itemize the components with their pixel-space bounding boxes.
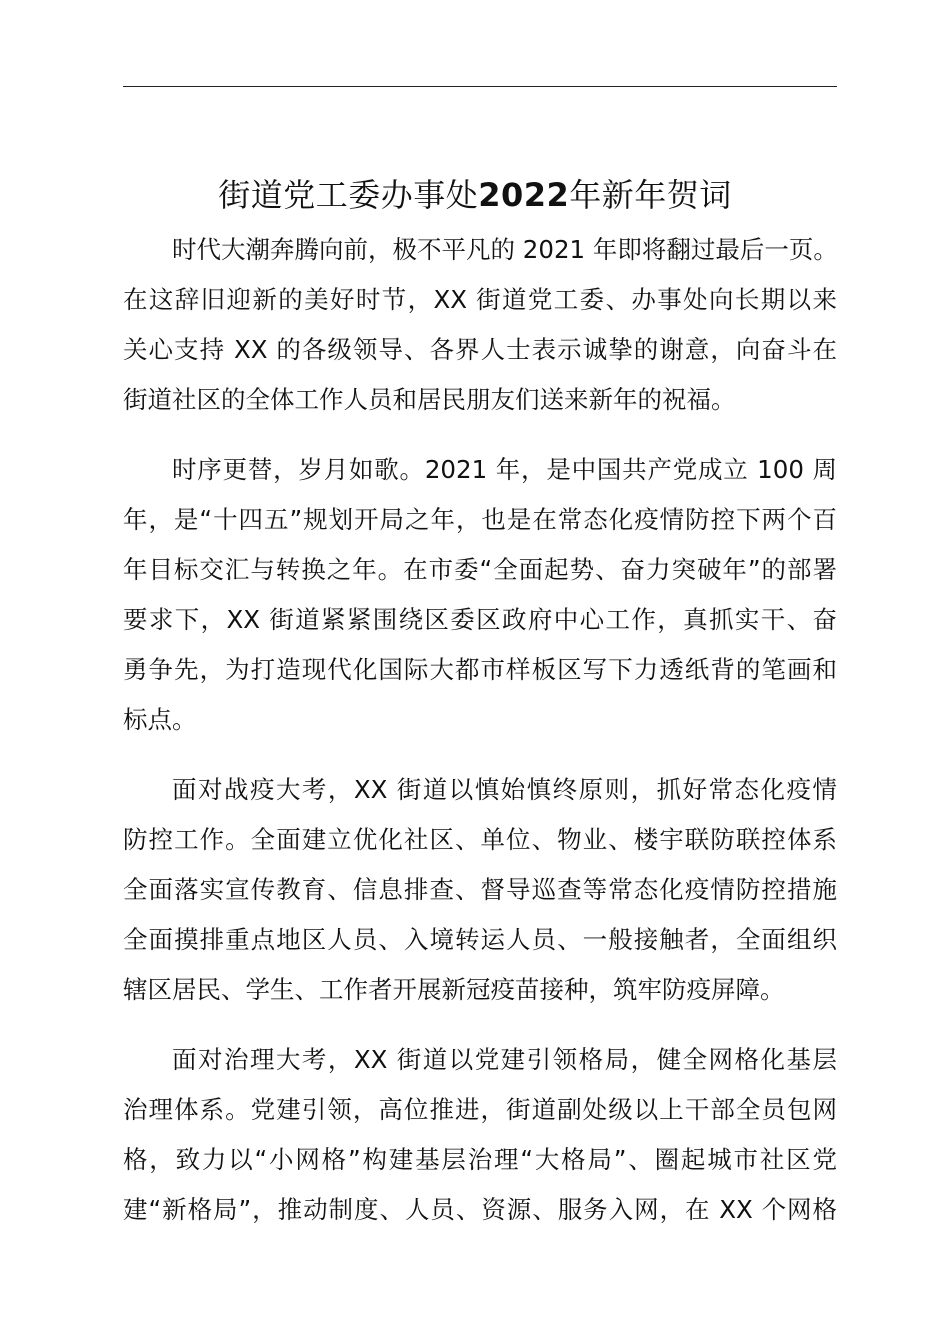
- text-line: 治理体系。党建引领，高位推进，街道副处级以上干部全员包网: [123, 1095, 837, 1124]
- text-line: 在这辞旧迎新的美好时节，XX 街道党工委、办事处向长期以来: [123, 285, 837, 314]
- text-line: 建“新格局”，推动制度、人员、资源、服务入网，在 XX 个网格: [123, 1195, 837, 1224]
- paragraph-2: [123, 445, 837, 745]
- text-line: 全面落实宣传教育、信息排查、督导巡查等常态化疫情防控措施: [123, 875, 837, 904]
- text-line: 全面摸排重点地区人员、入境转运人员、一般接触者，全面组织: [123, 925, 837, 954]
- paragraph-4: [123, 1035, 837, 1235]
- text-line: 面对战疫大考，XX 街道以慎始慎终原则，抓好常态化疫情: [172, 775, 837, 804]
- document-body: [123, 225, 837, 1255]
- paragraph-3: [123, 765, 837, 1015]
- text-line: 格，致力以“小网格”构建基层治理“大格局”、圈起城市社区党: [123, 1145, 837, 1174]
- text-line: 面对治理大考，XX 街道以党建引领格局，健全网格化基层: [172, 1045, 837, 1074]
- text-line: 街道社区的全体工作人员和居民朋友们送来新年的祝福。: [123, 385, 736, 414]
- header-rule: [123, 86, 837, 87]
- text-line: 时序更替，岁月如歌。2021 年，是中国共产党成立 100 周: [172, 455, 837, 484]
- title-prefix: 街道党工委办事处: [218, 176, 479, 215]
- document-title: [0, 171, 950, 219]
- text-line: 年目标交汇与转换之年。在市委“全面起势、奋力突破年”的部署: [123, 555, 837, 584]
- text-line: 防控工作。全面建立优化社区、单位、物业、楼宇联防联控体系: [123, 825, 837, 854]
- text-line: 时代大潮奔腾向前，极不平凡的 2021 年即将翻过最后一页。: [172, 235, 838, 264]
- title-year: 2022: [478, 176, 570, 215]
- paragraph-1: [123, 225, 837, 425]
- text-line: 关心支持 XX 的各级领导、各界人士表示诚挚的谢意，向奋斗在: [123, 335, 837, 364]
- title-suffix: 年新年贺词: [569, 176, 732, 215]
- text-line: 辖区居民、学生、工作者开展新冠疫苗接种，筑牢防疫屏障。: [123, 975, 785, 1004]
- text-line: 勇争先，为打造现代化国际大都市样板区写下力透纸背的笔画和: [123, 655, 837, 684]
- text-line: 年，是“十四五”规划开局之年，也是在常态化疫情防控下两个百: [123, 505, 837, 534]
- text-line: 标点。: [123, 705, 197, 734]
- text-line: 要求下，XX 街道紧紧围绕区委区政府中心工作，真抓实干、奋: [123, 605, 837, 634]
